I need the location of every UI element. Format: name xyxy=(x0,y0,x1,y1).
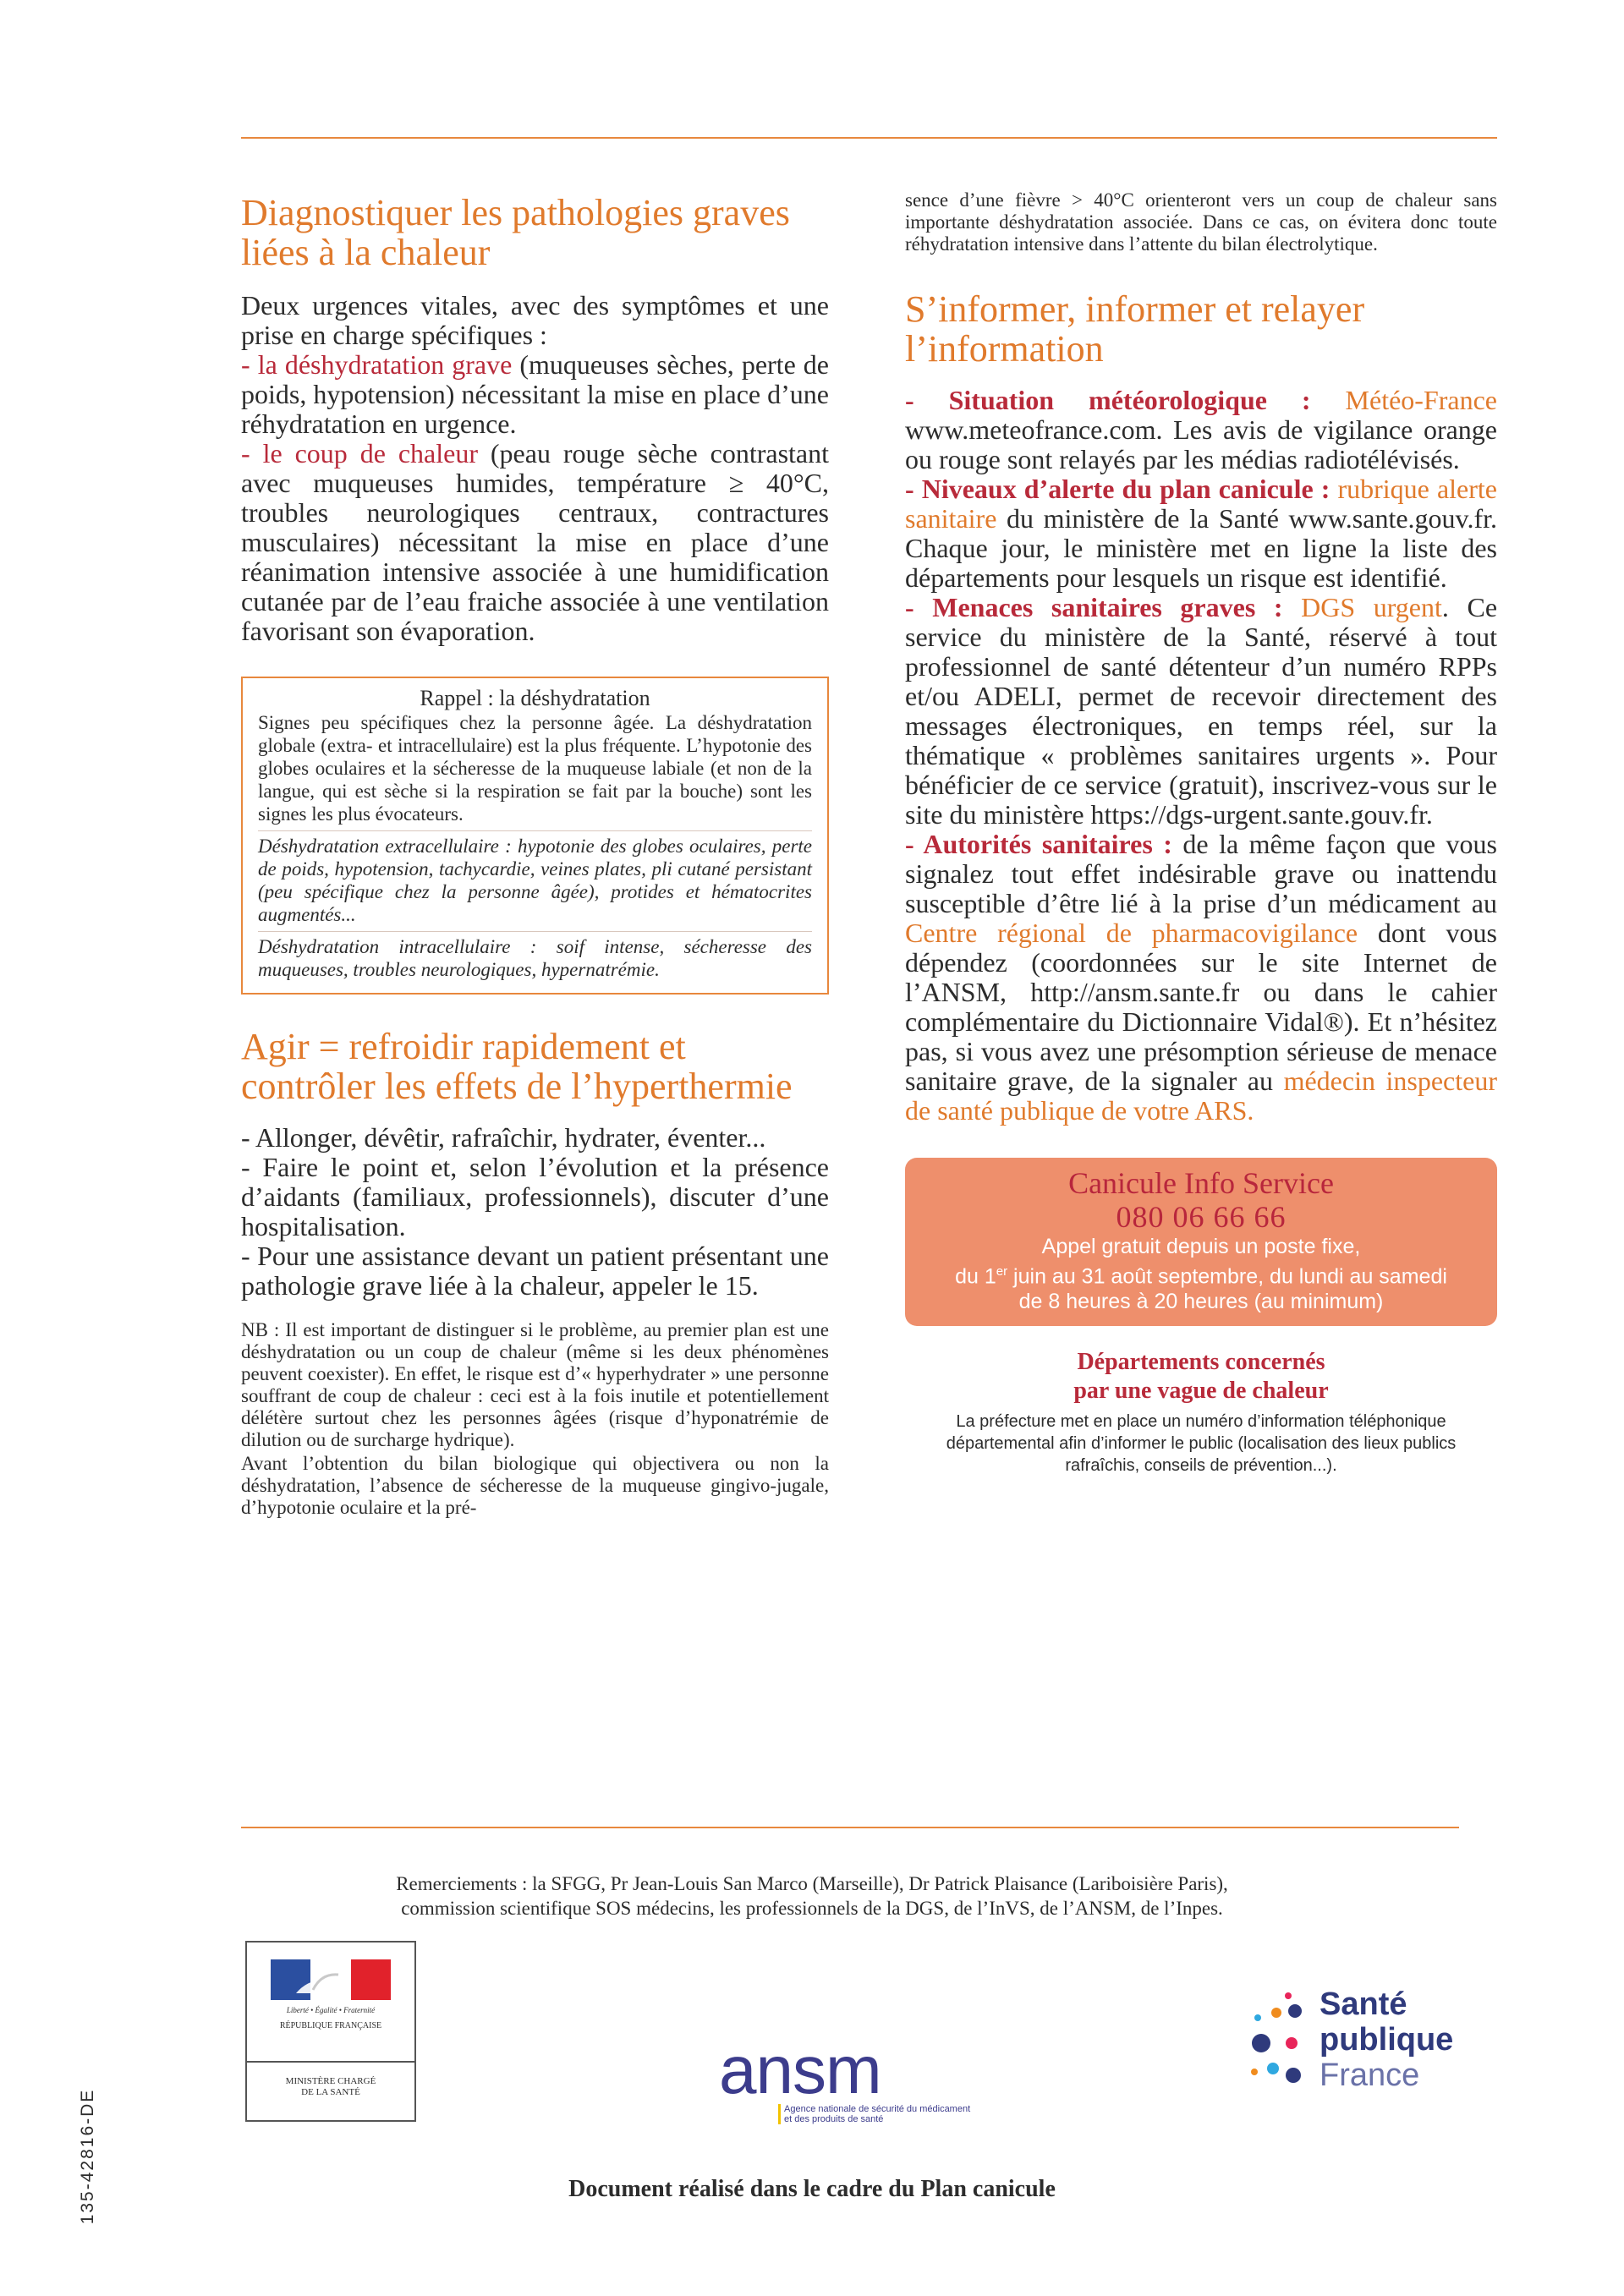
rf-name: RÉPUBLIQUE FRANÇAISE xyxy=(279,2021,382,2030)
info-box-line-2: du 1er juin au 31 août septembre, du lundi au samedi xyxy=(955,1264,1447,1289)
spf-dots-icon xyxy=(1239,1987,1307,2123)
heading-informer: S’informer, informer et relayer l’information xyxy=(905,288,1365,370)
sante-publique-france-logo xyxy=(1239,1987,1493,2123)
rappel-box xyxy=(241,677,829,995)
marianne-flag-icon xyxy=(271,1959,391,2000)
nb-text xyxy=(241,1319,829,1519)
item-coup-de-chaleur: - le coup de chaleur (peau rouge sèche contrastant avec muqueuses humides, température ≥ 40°C, troubles neurologiques centraux, contractures musculaires) nécessitant la mise en place d’une réanimation intensive associée à une humidification cutanée par de l’eau fraiche associée à une ventilation favorisant son évaporation. xyxy=(241,438,829,646)
action-1: - Allonger, dévêtir, rafraîchir, hydrater, éventer... xyxy=(241,1122,766,1153)
bottom-rule xyxy=(241,1827,1459,1828)
spf-line-2: publique xyxy=(1320,2022,1454,2058)
rf-motto: Liberté • Égalité • Fraternité xyxy=(286,2006,376,2014)
canicule-info-box xyxy=(905,1158,1497,1326)
thanks-text xyxy=(254,1871,1370,1921)
action-3: - Pour une assistance devant un patient présentant une pathologie grave liée à la chaleur, appeler le 15. xyxy=(241,1241,829,1301)
thanks-line-2: commission scientifique SOS médecins, les professionnels de la DGS, de l’InVS, de l’ANSM, de l’Inpes. xyxy=(401,1898,1223,1919)
rappel-extracellulaire: Déshydratation extracellulaire : hypotonie des globes oculaires, perte de poids, hypotension, tachycardie, veines plates, pli cutané persistant (peu spécifique chez la personne âgée), protides et hématocrites augmentés... xyxy=(258,830,812,926)
right-column xyxy=(905,189,1498,1477)
rappel-intracellulaire: Déshydratation intracellulaire : soif intense, sécheresse des muqueuses, troubles neurologiques, hypernatrémie. xyxy=(258,931,812,981)
heading-diagnostiquer: Diagnostiquer les pathologies graves liées à la chaleur xyxy=(241,192,790,273)
nb-paragraph-2: Avant l’obtention du bilan biologique qui objectivera ou non la déshydratation, l’absence de sécheresse de la muqueuse gingivo-jugale, d’hypotonie oculaire et la pré- xyxy=(241,1453,829,1518)
top-rule xyxy=(241,137,1497,139)
departements-title-1: Départements concernés xyxy=(1077,1349,1325,1376)
ministere-name: MINISTÈRE CHARGÉ DE LA SANTÉ xyxy=(285,2076,376,2097)
informer-list xyxy=(905,386,1497,1126)
ansm-logo xyxy=(719,2032,1023,2131)
ansm-wordmark: ansm xyxy=(719,2032,881,2107)
rappel-title: Rappel : la déshydratation xyxy=(420,686,650,710)
heading-agir: Agir = refroidir rapidement et contrôler les effets de l’hyperthermie xyxy=(241,1026,793,1107)
rappel-text: Signes peu spécifiques chez la personne âgée. La déshydratation globale (extra- et intracellulaire) est la plus fréquente. L’hypotonie des globes oculaires et la sécheresse de la muqueuse labiale (et non de la langue, qui est sèche si la respiration se fait par la bouche) sont les signes les plus évocateurs. xyxy=(258,712,812,825)
left-column xyxy=(241,193,829,1521)
departements-title-2: par une vague de chaleur xyxy=(1073,1378,1329,1405)
info-box-line-3: de 8 heures à 20 heures (au minimum) xyxy=(1018,1290,1384,1314)
agir-text xyxy=(241,1123,829,1301)
item-deshydratation: - la déshydratation grave (muqueuses sèches, perte de poids, hypotension) nécessitant la mise en place d’une réhydratation en urgence. xyxy=(241,349,830,439)
item-menaces: - Menaces sanitaires graves : DGS urgent. Ce service du ministère de la Santé, réservé à tout professionnel de santé détenteur d’un numéro RPPs et/ou ADELI, permet de recevoir directement des messages électroniques, en temps réel, sur la thématique « problèmes sanitaires urgents ». Pour bénéficier de ce service (gratuit), inscrivez-vous sur le site du ministère https://dgs-urgent.sante.gouv.fr. xyxy=(905,592,1498,830)
footer-text: Document réalisé dans le cadre du Plan canicule xyxy=(568,2176,1056,2202)
spf-line-3: France xyxy=(1320,2058,1420,2093)
ministere-logo xyxy=(245,1941,416,2122)
info-box-phone: 080 06 66 66 xyxy=(1116,1200,1287,1234)
departements-text: La préfecture met en place un numéro d’information téléphonique départemental afin d’informer le public (localisation des lieux publics rafraîchis, conseils de prévention...). xyxy=(946,1412,1457,1476)
continuation-text: sence d’une fièvre > 40°C orienteront vers un coup de chaleur sans importante déshydratation associée. Dans ce cas, on évitera donc toute réhydratation intensive dans l’attente du bilan électrolytique. xyxy=(905,189,1497,255)
ministere-divider xyxy=(247,2061,414,2063)
spf-line-1: Santé xyxy=(1320,1986,1407,2022)
diagnostic-text xyxy=(241,291,829,646)
info-box-title: Canicule Info Service xyxy=(1068,1166,1334,1200)
document-code: 135-42816-DE xyxy=(78,2088,97,2225)
departements-section xyxy=(905,1348,1497,1477)
nb-paragraph-1: NB : Il est important de distinguer si le problème, au premier plan est une déshydratation ou un coup de chaleur (même si les deux phénomènes peuvent coexister). En effet, le risque est d’« hyperhydrater » une personne souffrant de coup de chaleur : ceci est à la fois inutile et potentiellement délétère surtout chez les personnes âgées (risque d’hyponatrémie de dilution ou de surcharge hydrique). xyxy=(241,1319,829,1450)
thanks-line-1: Remerciements : la SFGG, Pr Jean-Louis San Marco (Marseille), Dr Patrick Plaisance (Lariboisière Paris), xyxy=(396,1873,1228,1894)
item-meteo: - Situation météorologique : Météo-France www.meteofrance.com. Les avis de vigilance orange ou rouge sont relayés par les médias radiotélévisés. xyxy=(905,385,1497,474)
ansm-subtitle: Agence nationale de sécurité du médicament et des produits de santé xyxy=(778,2104,970,2124)
item-niveaux-alerte: - Niveaux d’alerte du plan canicule : rubrique alerte sanitaire du ministère de la Santé www.sante.gouv.fr. Chaque jour, le ministère met en ligne la liste des départements pour lesquels un risque est identifié. xyxy=(905,474,1497,593)
item-autorites: - Autorités sanitaires : de la même façon que vous signalez tout effet indésirable grave ou inattendu susceptible d’être lié à la prise d’un médicament au Centre régional de pharmacovigilance dont vous dépendez (coordonnées sur le site Internet de l’ANSM, http://ansm.sante.fr ou dans le cahier complémentaire du Dictionnaire Vidal®). Et n’hésitez pas, si vous avez une présomption sérieuse de menace sanitaire grave, de la signaler au médecin inspecteur de santé publique de votre ARS. xyxy=(905,829,1498,1126)
intro-text: Deux urgences vitales, avec des symptômes et une prise en charge spécifiques : xyxy=(241,290,829,350)
action-2: - Faire le point et, selon l’évolution et la présence d’aidants (familiaux, professionnels), discuter d’une hospitalisation. xyxy=(241,1152,829,1241)
info-box-line-1: Appel gratuit depuis un poste fixe, xyxy=(1041,1235,1361,1258)
